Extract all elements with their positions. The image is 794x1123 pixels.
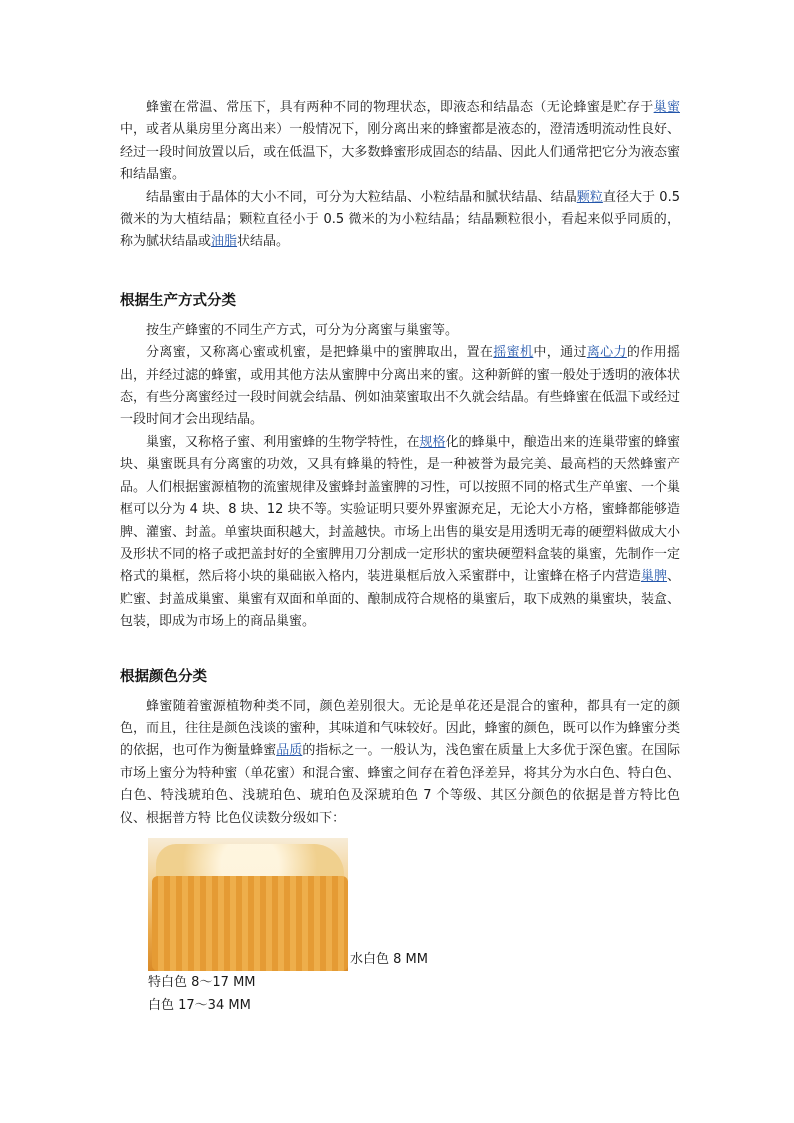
color-paragraph-1 (120, 696, 680, 830)
text: 的作用摇出，并经过滤的蜂蜜，或用其他方法从蜜脾中分离出来的蜜。这种新鲜的蜜一般处于透明的液体状态，有些分离蜜经过一段时间就会结晶、例如油菜蜜取出不久就会结晶。有些蜂蜜在低温下或经过一段时间才会出现结晶。 (120, 345, 680, 428)
section-heading-production: 根据生产方式分类 (120, 292, 236, 309)
text: 中，通过 (533, 345, 587, 361)
link-pinzhi[interactable]: 品质 (276, 743, 303, 759)
link-chaomi[interactable]: 巢蜜 (653, 100, 680, 115)
section-heading-color: 根据颜色分类 (120, 668, 207, 685)
link-yaomiji[interactable]: 摇蜜机 (493, 345, 534, 361)
grade-list (148, 971, 680, 1017)
link-chaopi[interactable]: 巢脾 (640, 569, 667, 585)
link-lixinli[interactable]: 离心力 (586, 345, 627, 361)
intro-paragraph-1 (120, 97, 680, 187)
intro-paragraph-2 (120, 187, 680, 254)
text: 结晶蜜由于晶体的大小不同，可分为大粒结晶、小粒结晶和腻状结晶、结晶 (146, 189, 577, 205)
honeycomb-image (148, 838, 348, 971)
document-body (120, 97, 680, 1017)
text: 中，或者从巢房里分离出来）一般情况下，刚分离出来的蜂蜜都是液态的，澄清透明流动性良好、经过一段时间放置以后，或在低温下，大多数蜂蜜形成固态的结晶、因此人们通常把它分为液态蜜和结晶蜜。 (120, 122, 680, 183)
production-paragraph-3 (120, 432, 680, 634)
text: 蜂蜜随着蜜源植物种类不同，颜色差别很大。无论是单花还是混合的蜜种，都具有一定的颜色，而且，往往是颜色浅谈的蜜种，其味道和气味较好。因此，蜂蜜的颜色，既可以作为蜂蜜分类的依据，也可作为衡量蜂蜜 (120, 698, 680, 759)
production-paragraph-2 (120, 342, 680, 432)
text: 、贮蜜、封盖成巢蜜、巢蜜有双面和单面的、酿制成符合规格的巢蜜后，取下成熟的巢蜜块，装盒、包装，即成为市场上的商品巢蜜。 (120, 569, 680, 630)
grade-water-white: 水白色 8 MM (350, 951, 428, 967)
grade-white: 白色 17～34 MM (148, 997, 251, 1013)
figure-row (148, 838, 680, 971)
text: 的指标之一。一般认为，浅色蜜在质量上大多优于深色蜜。在国际市场上蜜分为特种蜜（单花蜜）和混合蜜、蜂蜜之间存在着色泽差异，将其分为水白色、特白色、白色、特浅琥珀色、浅琥珀色、琥珀色及深琥珀色 7 个等级、其区分颜色的依据是普方特比色仪、根据普方特 比色仪读数分级如下： (120, 743, 680, 826)
link-guige[interactable]: 规格 (419, 434, 446, 450)
link-keli[interactable]: 颗粒 (576, 189, 603, 205)
text: 直径大于 0.5 微米的为大植结晶；颗粒直径小于 0.5 微米的为小粒结晶；结晶颗粒很小，看起来似乎同质的，称为腻状结晶或 (120, 189, 680, 250)
text: 蜂蜜在常温、常压下，具有两种不同的物理状态，即液态和结晶态（无论蜂蜜是贮存于 (146, 100, 654, 115)
text: 巢蜜，又称格子蜜、利用蜜蜂的生物学特性，在 (146, 434, 420, 450)
production-paragraph-1: 按生产蜂蜜的不同生产方式，可分为分离蜜与巢蜜等。 (146, 322, 459, 338)
text: 状结晶。 (237, 234, 290, 250)
text: 分离蜜，又称离心蜜或机蜜，是把蜂巢中的蜜脾取出，置在 (146, 345, 494, 361)
comb-body (152, 876, 348, 971)
grade-extra-white: 特白色 8～17 MM (148, 974, 256, 990)
text: 化的蜂巢中，酿造出来的连巢带蜜的蜂蜜块、巢蜜既具有分离蜜的功效，又具有蜂巢的特性，是一种被誉为最完美、最高档的天然蜂蜜产品。人们根据蜜源植物的流蜜规律及蜜蜂封盖蜜脾的习性，可以按照不同的格式生产单蜜、一个巢框可以分为 4 块、8 块、12 块不等。实验证明只要外界蜜源充足，无论大小方格，蜜蜂都能够造脾、灌蜜、封盖。单蜜块面积越大，封盖越快。市场上出售的巢安是用透明无毒的硬塑料做成大小及形状不同的格子或把盖封好的全蜜脾用刀分割成一定形状的蜜块硬塑料盒装的巢蜜，先制作一定格式的巢框，然后将小块的巢础嵌入格内，装进巢框后放入采蜜群中，让蜜蜂在格子内营造 (120, 434, 680, 585)
link-youzhi[interactable]: 油脂 (211, 234, 238, 250)
